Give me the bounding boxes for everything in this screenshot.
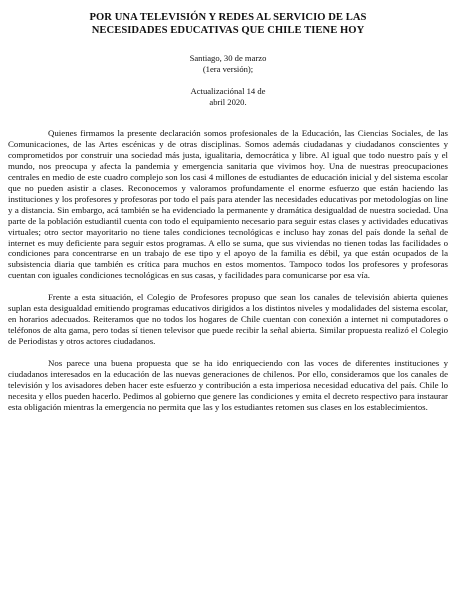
document-title-line-2: NECESIDADES EDUCATIVAS QUE CHILE TIENE HOY — [91, 25, 365, 36]
document-title-line-1: POR UNA TELEVISIÓN Y REDES AL SERVICIO DE LAS — [89, 12, 367, 23]
body-paragraph-1: Quienes firmamos la presente declaración somos profesionales de la Educación, las Ciencias Sociales, de las Comunicaciones, de las Artes escénicas y de otras disciplinas. Somos además ciudadanas y ciudadanos conscientes y comprometidos por construir una sociedad más justa, igualitaria, democrática y libre. Al igual que todo nuestro país y el mundo, nos preocupa y afecta la pandemia y emergencia sanitaria que vivimos hoy. Una de nuestras preocupaciones centrales en medio de este cuadro complejo son los casi 4 millones de estudiantes de educación inicial y del sistema escolar que no pueden asistir a clases. Reconocemos y valoramos profundamente el enorme esfuerzo que están haciendo las instituciones y los profesores y profesoras por todo el país para atender las necesidades educativas por metodologías on line y a distancia. Sin embargo, acá también se ha evidenciado la permanente y dramática desigualdad de nuestra sociedad. Una parte de la población estudiantil cuenta con todo el equipamiento necesario para seguir estas clases y actividades educativas virtuales; otro sector mayoritario no tiene tales condiciones tecnológicas e incluso hay zonas del país donde la señal de internet es muy deficiente para seguir estos programas. A ello se suma, que sus viviendas no tienen todas las facilidades o condiciones para concentrarse en un trabajo de ese tipo y el apoyo de la familia es débil, ya que están ocupados de la subsistencia diaria que también es crítica para muchos en estos momentos. Tampoco todos los profesores y profesoras cuentan con iguales condiciones tecnológicas en sus casas, y facilidades para comunicarse por esa vía. — [8, 128, 448, 281]
body-paragraph-2: Frente a esta situación, el Colegio de Profesores propuso que sean los canales de televisión abierta quienes suplan esta desigualdad emitiendo programas educativos dirigidos a los distintos niveles y modalidades del sistema escolar, en horarios adecuados. Reiteramos que no todos los hogares de Chile cuentan con conexión a internet ni computadores o teléfonos de alta gama, pero todas sí tienen televisor que puede recibir la señal abierta. Similar propuesta realizó el Colegio de Periodistas y otros actores ciudadanos. — [8, 292, 448, 347]
body-paragraph-3: Nos parece una buena propuesta que se ha ido enriqueciendo con las voces de diferentes instituciones y ciudadanos interesados en la educación de las nuevas generaciones de chilenos. Por ello, consideramos que los canales de televisión y los avisadores deben hacer este esfuerzo y contribución a esta imperiosa necesidad educativa del país. Chile lo necesita y ellos pueden hacerlo. Pedimos al gobierno que genere las condiciones y emita el decreto respectivo para instaurar esta obligación mientras la emergencia no permita que las y los estudiantes retomen sus clases en los establecimientos. — [8, 358, 448, 412]
version-note: (1era versión); — [202, 64, 254, 74]
update-note-line-2: abril 2020. — [209, 97, 247, 107]
place-date: Santiago, 30 de marzo — [189, 53, 267, 63]
update-note-line-1: Actualizaciónal 14 de — [190, 86, 266, 96]
